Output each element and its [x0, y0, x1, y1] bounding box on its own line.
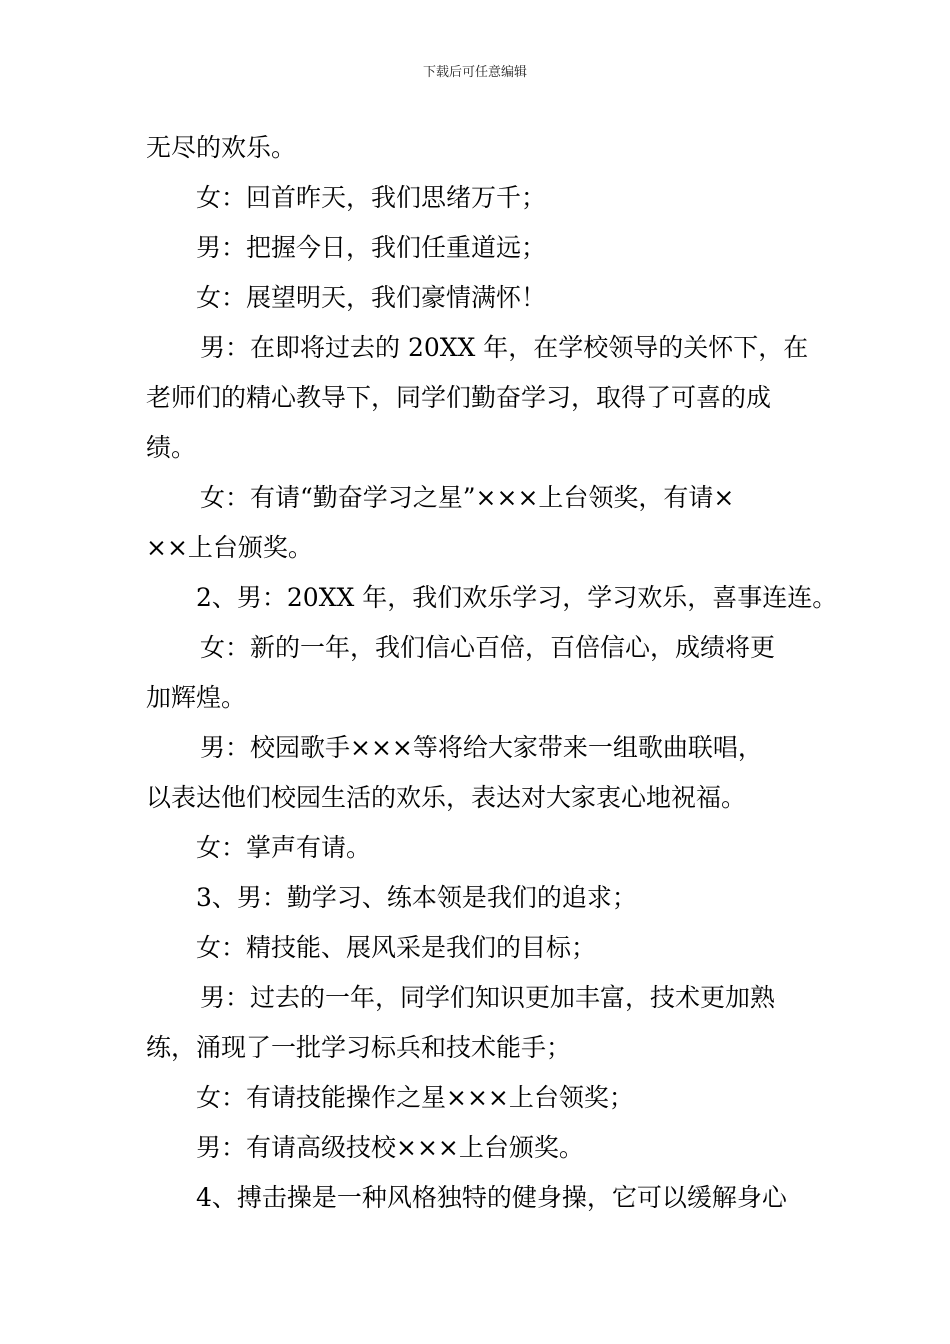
text-line: 女：精技能、展风采是我们的目标；	[196, 933, 597, 962]
text-line: 绩。	[146, 433, 197, 462]
text-line: 4、搏击操是一种风格独特的健身操，它可以缓解身心	[196, 1183, 787, 1212]
text-line: 男：在即将过去的 20XX 年，在学校领导的关怀下，在	[200, 333, 809, 362]
text-line: 女：回首昨天，我们思绪万千；	[196, 183, 547, 212]
text-line: 男：校园歌手×××等将给大家带来一组歌曲联唱，	[200, 733, 763, 762]
text-line: 女：掌声有请。	[196, 833, 372, 862]
text-line: 女：有请技能操作之星×××上台领奖；	[196, 1083, 634, 1112]
text-line: 女：新的一年，我们信心百倍，百倍信心，成绩将更	[200, 633, 776, 662]
text-line: 加辉煌。	[146, 683, 247, 712]
text-line: ××上台颁奖。	[146, 533, 313, 562]
text-line: 男：过去的一年，同学们知识更加丰富，技术更加熟	[200, 983, 776, 1012]
page-header: 下载后可任意编辑	[422, 65, 527, 80]
text-line: 老师们的精心教导下，同学们勤奋学习，取得了可喜的成	[146, 383, 772, 412]
text-line: 3、男：勤学习、练本领是我们的追求；	[196, 883, 637, 912]
text-line: 女：展望明天，我们豪情满怀！	[196, 283, 547, 312]
text-line: 男：把握今日，我们任重道远；	[196, 233, 547, 262]
text-line: 男：有请高级技校×××上台颁奖。	[196, 1133, 584, 1162]
text-line: 无尽的欢乐。	[146, 133, 297, 162]
text-line: 2、男：20XX 年，我们欢乐学习，学习欢乐，喜事连连。	[196, 583, 838, 612]
text-line: 练，涌现了一批学习标兵和技术能手；	[146, 1033, 572, 1062]
text-line: 以表达他们校园生活的欢乐，表达对大家衷心地祝福。	[146, 783, 747, 812]
text-line: 女：有请“勤奋学习之星”×××上台领奖，有请×	[200, 483, 735, 512]
